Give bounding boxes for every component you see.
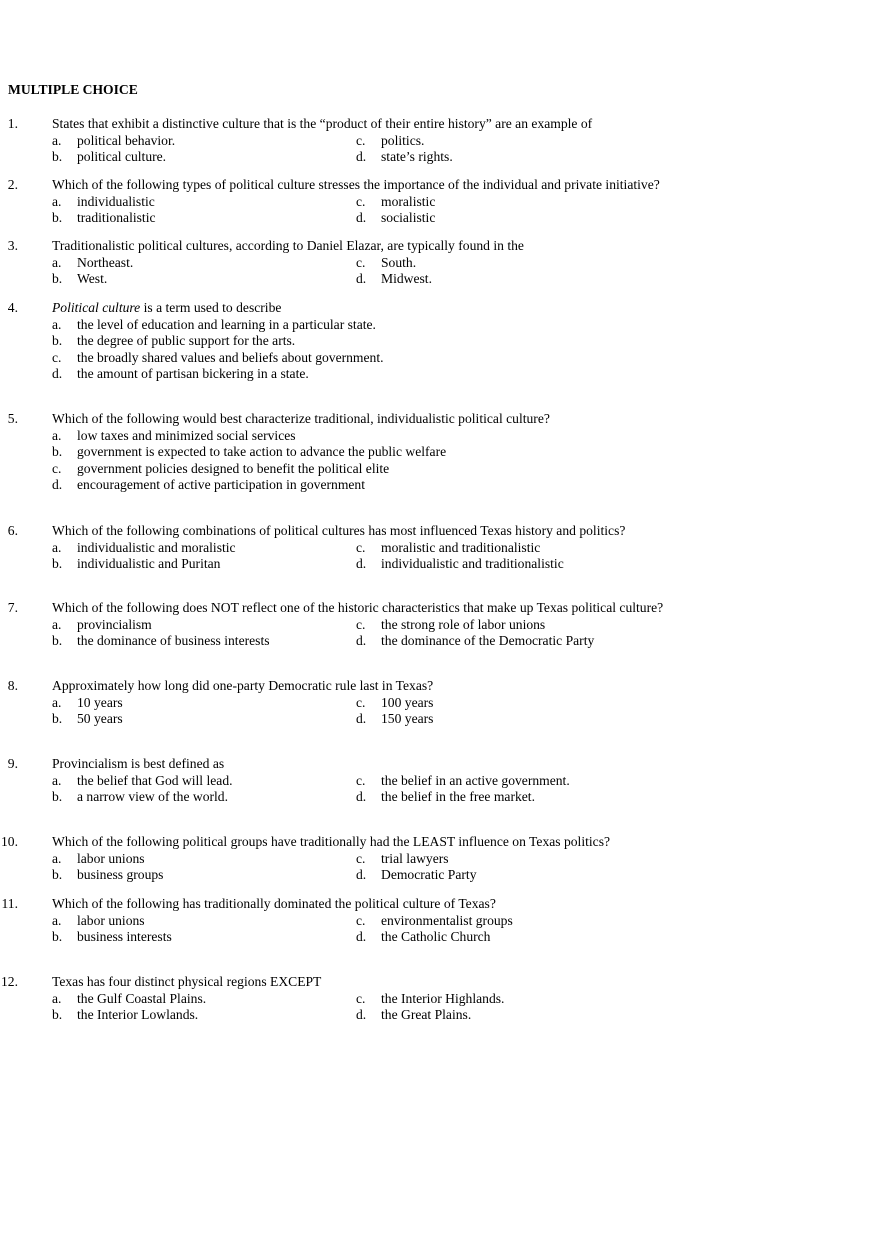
question-5 (0, 411, 860, 494)
option-letter: d. (356, 789, 367, 805)
option-text: Northeast. (77, 254, 134, 270)
option-text: moralistic (381, 193, 436, 209)
option-letter: d. (52, 366, 63, 382)
option-text: the belief in the free market. (381, 789, 535, 805)
answer-row (0, 913, 860, 930)
option-text: individualistic and traditionalistic (381, 556, 564, 572)
option-letter: c. (356, 539, 366, 555)
option-letter: c. (356, 132, 366, 148)
option-text: government policies designed to benefit the political elite (77, 460, 390, 476)
answer-row (0, 149, 860, 166)
option-letter: a. (52, 316, 62, 332)
section-heading: MULTIPLE CHOICE (8, 82, 138, 97)
answer-row (0, 851, 860, 868)
option-text: 10 years (77, 694, 123, 710)
option-letter: c. (52, 460, 62, 476)
question-number: 11. (1, 896, 18, 911)
option-letter: b. (52, 867, 63, 883)
answer-row (0, 867, 860, 884)
option-text: Democratic Party (381, 867, 477, 883)
option-letter: c. (356, 990, 366, 1006)
option-letter: c. (356, 616, 366, 632)
option-text: provincialism (77, 616, 152, 632)
question-number: 9. (7, 756, 18, 771)
answer-row (0, 333, 860, 350)
option-text: the Interior Lowlands. (77, 1007, 199, 1023)
answer-row (0, 317, 860, 334)
option-text: environmentalist groups (381, 912, 513, 928)
question-number: 1. (7, 116, 18, 131)
option-letter: b. (52, 633, 63, 649)
option-letter: c. (52, 349, 62, 365)
answer-row (0, 477, 860, 494)
option-text: the degree of public support for the arts. (77, 333, 296, 349)
option-text: West. (77, 271, 108, 287)
option-text: socialistic (381, 210, 436, 226)
question-text: Which of the following has traditionally dominated the political culture of Texas? (52, 896, 496, 911)
option-letter: a. (52, 990, 62, 1006)
option-letter: c. (356, 912, 366, 928)
answer-row (0, 789, 860, 806)
option-letter: a. (52, 427, 62, 443)
option-text: the belief that God will lead. (77, 772, 233, 788)
question-number: 10. (1, 834, 18, 849)
option-text: political culture. (77, 149, 167, 165)
option-text: the belief in an active government. (381, 772, 570, 788)
option-letter: b. (52, 149, 63, 165)
answer-row (0, 133, 860, 150)
option-text: state’s rights. (381, 149, 453, 165)
option-letter: d. (356, 149, 367, 165)
option-text: government is expected to take action to advance the public welfare (77, 444, 447, 460)
option-text: labor unions (77, 912, 145, 928)
question-2 (0, 177, 860, 227)
question-text: Texas has four distinct physical regions EXCEPT (52, 974, 322, 989)
answer-row (0, 991, 860, 1008)
option-letter: a. (52, 539, 62, 555)
option-text: a narrow view of the world. (77, 789, 228, 805)
answer-row (0, 633, 860, 650)
option-text: trial lawyers (381, 850, 449, 866)
option-letter: b. (52, 271, 63, 287)
option-text: the Gulf Coastal Plains. (77, 990, 207, 1006)
option-letter: a. (52, 616, 62, 632)
option-text: 50 years (77, 711, 123, 727)
option-letter: d. (356, 271, 367, 287)
option-text: the dominance of business interests (77, 633, 270, 649)
option-letter: d. (356, 711, 367, 727)
answer-row (0, 929, 860, 946)
option-letter: a. (52, 132, 62, 148)
question-term: Political culture (52, 300, 141, 315)
option-letter: b. (52, 333, 63, 349)
question-7 (0, 600, 860, 650)
question-text: Which of the following would best characterize traditional, individualistic political culture? (52, 411, 550, 426)
question-11 (0, 896, 860, 946)
question-text: Traditionalistic political cultures, according to Daniel Elazar, are typically found in the (52, 238, 524, 253)
question-text-rest: is a term used to describe (140, 300, 282, 315)
option-letter: c. (356, 772, 366, 788)
option-text: the Catholic Church (381, 929, 491, 945)
answer-row (0, 461, 860, 478)
answer-row (0, 556, 860, 573)
question-number: 4. (7, 300, 18, 315)
answer-row (0, 255, 860, 272)
option-text: traditionalistic (77, 210, 156, 226)
option-text: 100 years (381, 694, 434, 710)
question-text: Which of the following political groups have traditionally had the LEAST influence on Texas politics? (52, 834, 611, 849)
answer-row (0, 444, 860, 461)
option-letter: a. (52, 694, 62, 710)
question-3 (0, 238, 860, 288)
option-letter: b. (52, 789, 63, 805)
question-text (52, 300, 281, 317)
answer-row (0, 366, 860, 383)
option-letter: d. (356, 867, 367, 883)
question-6 (0, 523, 860, 573)
answer-row (0, 271, 860, 288)
option-letter: d. (356, 1007, 367, 1023)
option-letter: d. (52, 477, 63, 493)
option-text: the Interior Highlands. (381, 990, 505, 1006)
option-letter: d. (356, 556, 367, 572)
question-text: Provincialism is best defined as (52, 756, 225, 771)
question-8 (0, 678, 860, 728)
answer-row (0, 617, 860, 634)
answer-row (0, 540, 860, 557)
question-number: 8. (7, 678, 18, 693)
question-number: 3. (7, 238, 18, 253)
option-text: South. (381, 254, 417, 270)
option-letter: d. (356, 929, 367, 945)
option-letter: a. (52, 850, 62, 866)
option-letter: b. (52, 1007, 63, 1023)
option-text: individualistic and moralistic (77, 539, 236, 555)
option-text: political behavior. (77, 132, 176, 148)
question-text: Which of the following does NOT reflect one of the historic characteristics that make up Texas political culture? (52, 600, 664, 615)
option-letter: c. (356, 850, 366, 866)
question-text: Which of the following types of political culture stresses the importance of the individual and private initiative? (52, 177, 660, 192)
question-number: 12. (1, 974, 18, 989)
answer-row (0, 711, 860, 728)
answer-row (0, 1007, 860, 1024)
option-letter: a. (52, 193, 62, 209)
answer-row (0, 350, 860, 367)
option-text: the dominance of the Democratic Party (381, 633, 595, 649)
question-4 (0, 300, 860, 383)
question-1 (0, 116, 860, 166)
option-letter: c. (356, 254, 366, 270)
question-text: States that exhibit a distinctive culture that is the “product of their entire history” are an example of (52, 116, 593, 131)
option-letter: b. (52, 711, 63, 727)
question-number: 6. (7, 523, 18, 538)
option-text: business groups (77, 867, 164, 883)
option-text: individualistic and Puritan (77, 556, 221, 572)
option-letter: a. (52, 254, 62, 270)
option-letter: d. (356, 210, 367, 226)
question-number: 2. (7, 177, 18, 192)
option-text: Midwest. (381, 271, 432, 287)
option-text: the level of education and learning in a particular state. (77, 316, 376, 332)
option-text: the strong role of labor unions (381, 616, 546, 632)
question-9 (0, 756, 860, 806)
option-text: individualistic (77, 193, 155, 209)
option-text: the Great Plains. (381, 1007, 472, 1023)
answer-row (0, 428, 860, 445)
option-letter: b. (52, 929, 63, 945)
option-letter: d. (356, 633, 367, 649)
option-text: moralistic and traditionalistic (381, 539, 541, 555)
question-12 (0, 974, 860, 1024)
answer-row (0, 695, 860, 712)
answer-row (0, 194, 860, 211)
question-text: Which of the following combinations of political cultures has most influenced Texas history and politics? (52, 523, 626, 538)
option-letter: c. (356, 193, 366, 209)
option-text: the broadly shared values and beliefs about government. (77, 349, 384, 365)
option-letter: b. (52, 210, 63, 226)
question-number: 7. (7, 600, 18, 615)
option-letter: a. (52, 912, 62, 928)
option-letter: a. (52, 772, 62, 788)
option-letter: b. (52, 444, 63, 460)
option-text: politics. (381, 132, 425, 148)
option-text: 150 years (381, 711, 434, 727)
question-10 (0, 834, 860, 884)
option-letter: c. (356, 694, 366, 710)
option-text: business interests (77, 929, 172, 945)
option-text: low taxes and minimized social services (77, 427, 296, 443)
option-text: labor unions (77, 850, 145, 866)
answer-row (0, 773, 860, 790)
question-text: Approximately how long did one-party Democratic rule last in Texas? (52, 678, 434, 693)
option-letter: b. (52, 556, 63, 572)
option-text: encouragement of active participation in government (77, 477, 365, 493)
answer-row (0, 210, 860, 227)
question-number: 5. (7, 411, 18, 426)
option-text: the amount of partisan bickering in a state. (77, 366, 309, 382)
